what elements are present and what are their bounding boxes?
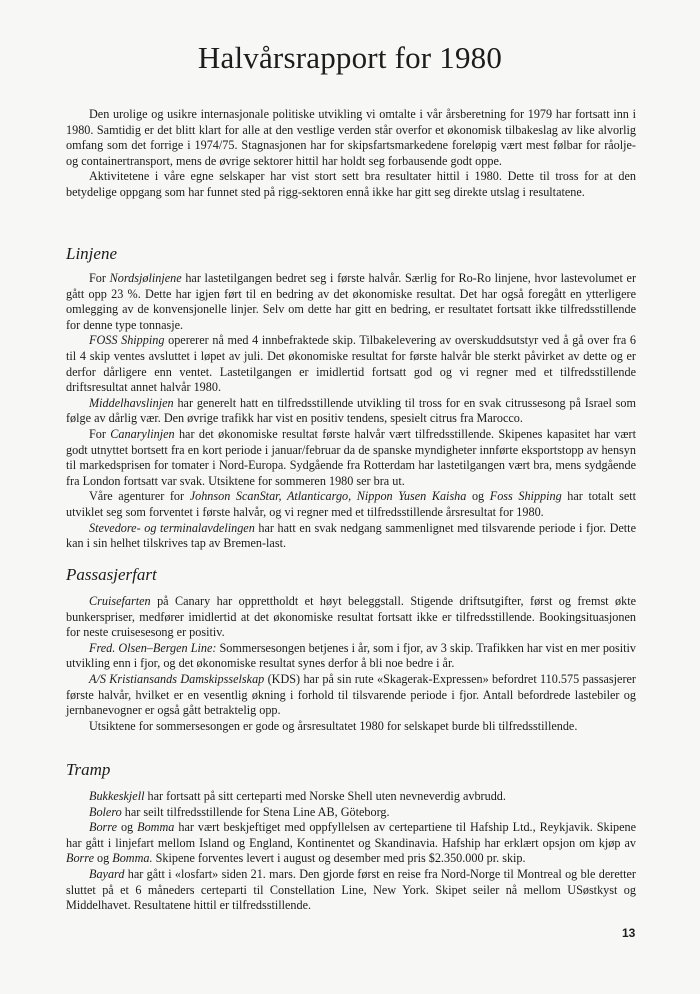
tramp-paragraph-2: Bolero har seilt tilfredsstillende for Stena Line AB, Göteborg. <box>89 804 390 819</box>
tramp-paragraph-1: Bukkeskjell har fortsatt på sitt certeparti med Norske Shell uten nevneverdig avbrudd. <box>89 789 506 803</box>
linjene-paragraph-1: For Nordsjølinjene har lastetilgangen bedret seg i første halvår. Særlig for Ro-Ro linjene, hvor lastevolumet er gått opp 23 %. Dette har igjen ført til en bedring av det økonomiske resultat. Det har også foregått en ytterligere omlegging av de konvensjonelle linjer. Selv om dette har gitt en bedring, er resultatet fortsatt ikke tilfredsstillende for denne type tonnasje. <box>66 271 636 332</box>
linjene-paragraph-6: Stevedore- og terminalavdelingen har hatt en svak nedgang sammenlignet med tilsvarende periode i fjor. Dette kan i sin helhet tilskrives tap av Bremen-last. <box>66 520 636 551</box>
linjene-section <box>66 271 636 552</box>
passasjerfart-paragraph-2: Fred. Olsen–Bergen Line: Sommersesongen betjenes i år, som i fjor, av 3 skip. Trafikken har vist en mer positiv utvikling enn i fjor, og det økonomiske resultat synes derfor å bli noe bedre i år. <box>66 640 637 671</box>
section-heading-linjene: Linjene <box>66 244 117 263</box>
section-heading-tramp: Tramp <box>66 760 111 779</box>
linjene-paragraph-4: For Canarylinjen har det økonomiske resultat første halvår vært tilfredsstillende. Skipenes kapasitet har vært godt utnyttet bortsett fra en kort periode i januar/februar da de spanske myndigheter innførte eksportstopp av hensyn til markedsprisen for tomater i Nord-Europa. Sydgående fra Rotterdam har lastetilgangen vært bra, mens sydgående fra London fortsatt var svak. Utsiktene for sommeren 1980 ser bra ut. <box>66 426 636 488</box>
section-heading-passasjerfart: Passasjerfart <box>66 565 157 584</box>
linjene-paragraph-5: Våre agenturer for Johnson ScanStar, Atlanticargo, Nippon Yusen Kaisha og Foss Shipping har totalt sett utviklet seg som forventet i første halvår, og vi regner med et tilfredsstillende årsresultat for 1980. <box>66 489 637 519</box>
passasjerfart-section <box>66 594 636 734</box>
intro-paragraph-2: Aktivitetene i våre egne selskaper har vist stort sett bra resultater hittil i 1980. Dette til tross for at den betydelige oppgang som har funnet sted på rigg-sektoren ennå ikke har gitt seg direkte utslag i resultatene. <box>66 169 636 199</box>
page-number: 13 <box>622 926 636 940</box>
passasjerfart-paragraph-1: Cruisefarten på Canary har opprettholdt et høyt beleggstall. Stigende driftsutgifter, først og fremst økte bunkerspriser, medfører imidlertid at det økonomiske resultat fortsatt ikke er tilfredsstillende. Bookingsituasjonen for neste cruisesesong er positiv. <box>66 594 636 640</box>
intro-section <box>66 107 636 201</box>
linjene-paragraph-2: FOSS Shipping opererer nå med 4 innbefraktede skip. Tilbakelevering av overskuddsutstyr ved å gå over fra 6 til 4 skip ventes avsluttet i løpet av juli. Det økonomiske resultat for første halvår ble sterkt påvirket av dette og er derfor dårligere enn ventet. Lastetilgangen er imidlertid fortsatt god og vi regner med et tilfredsstillende driftsresultat annet halvår 1980. <box>66 333 636 395</box>
tramp-paragraph-4: Bayard har gått i «losfart» siden 21. mars. Den gjorde først en reise fra Nord-Norge til Montreal og ble deretter sluttet på et 6 måneders certeparti til Constellation Line, New York. Skipet seiler nå mellom USøstkyst og Middelhavet. Resultatene hittil er tilfredsstillende. <box>66 866 636 913</box>
page-title: Halvårsrapport for 1980 <box>197 40 503 75</box>
intro-paragraph-1: Den urolige og usikre internasjonale politiske utvikling vi omtalte i vår årsberetning for 1979 har fortsatt inn i 1980. Samtidig er det blitt klart for alle at den vestlige verden står overfor et økonomisk tilbakeslag av like alvorlig omfang som det forrige i 1974/75. Stagnasjonen har for skipsfartsmarkedene foreløpig vært mest følbar for råolje- og containertransport, mens de øvrige sektorer hittil har holdt seg forbausende godt oppe. <box>66 107 636 168</box>
tramp-section <box>66 789 636 914</box>
linjene-paragraph-3: Middelhavslinjen har generelt hatt en tilfredsstillende utvikling til tross for en svak citrussesong på Israel som følge av dårlig vær. Den øvrige trafikk har vist en positiv tendens, spesielt citrus fra Marocco. <box>66 395 636 426</box>
passasjerfart-paragraph-3: A/S Kristiansands Damskipsselskap (KDS) har på sin rute «Skagerak-Expressen» befordret 110.575 passasjerer første halvår, hvilket er en vesentlig økning i forhold til tilsvarende periode i fjor. Antall befordrede lastebiler og jernbanevogner er også gått betraktelig opp. <box>66 671 636 718</box>
tramp-paragraph-3: Borre og Bomma har vært beskjeftiget med oppfyllelsen av certepartiene til Hafship Ltd., Reykjavik. Skipene har gått i linjefart mellom Island og England, Kontinentet og Skandinavia. Hafship har erklært opsjon om kjøp av Borre og Bomma. Skipene forventes levert i august og desember med pris $2.350.000 pr. skip. <box>66 820 636 866</box>
passasjerfart-paragraph-4: Utsiktene for sommersesongen er gode og årsresultatet 1980 for selskapet burde bli tilfredsstillende. <box>89 718 578 733</box>
